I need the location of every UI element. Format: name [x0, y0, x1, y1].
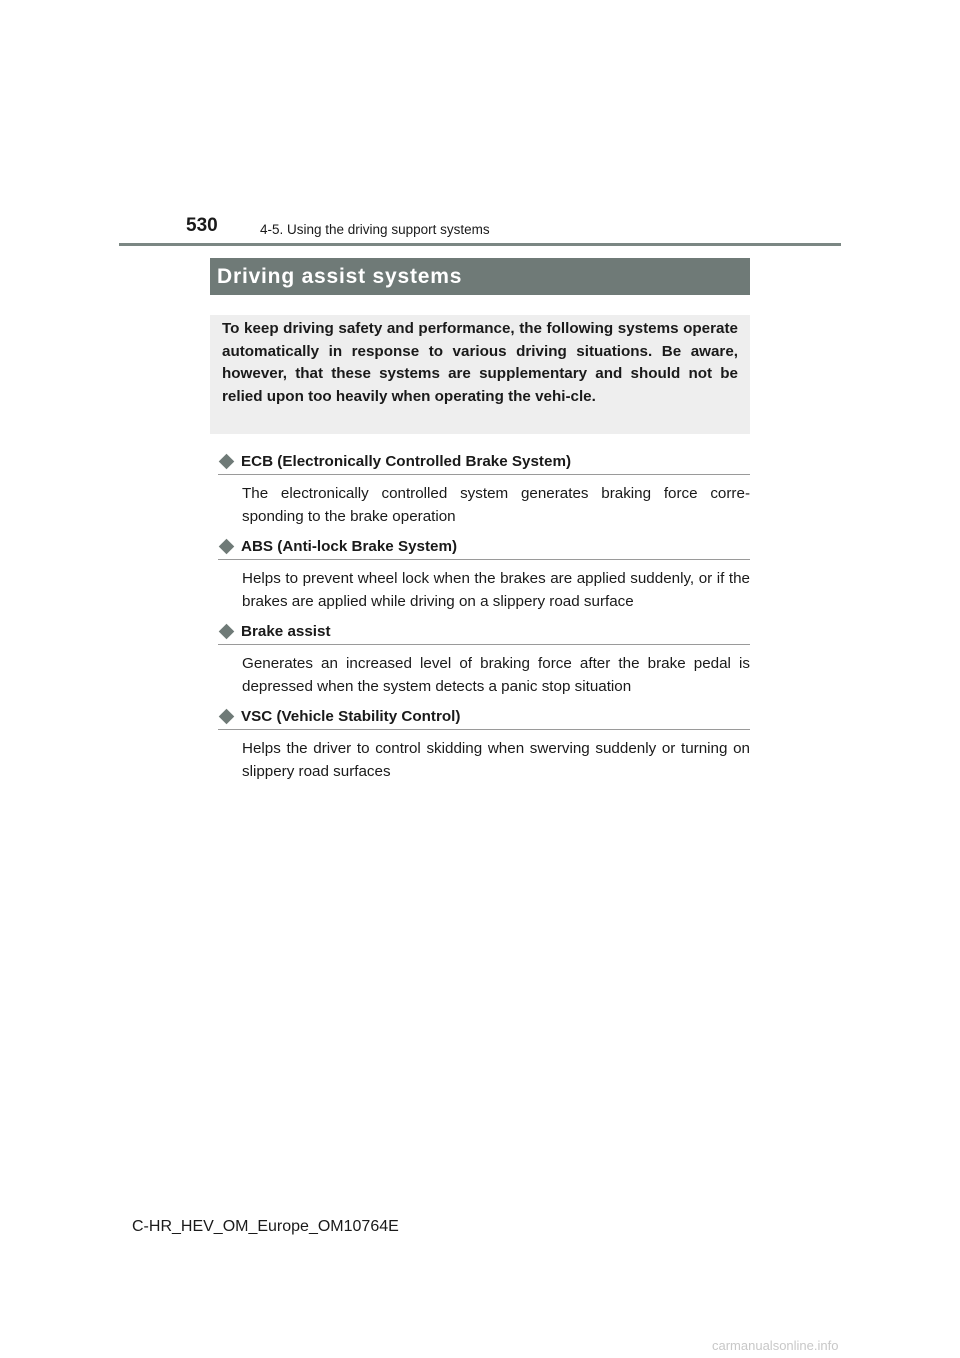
section-heading-label: ABS (Anti-lock Brake System): [241, 537, 458, 555]
section-heading: [218, 705, 750, 730]
intro-text: To keep driving safety and performance, the following systems operate automatically in response to various driving situations. Be aware, however, that these systems are supplementary and should not be relied upon too heavily when operating the vehi-cle.: [222, 320, 738, 405]
header-rule: [119, 243, 841, 246]
watermark: carmanualsonline.info: [712, 1338, 839, 1353]
page-title: Driving assist systems: [217, 264, 463, 288]
page-number: 530: [186, 215, 218, 236]
section-body: Generates an increased level of braking force after the brake pedal is depressed when the system detects a panic stop situation: [242, 655, 750, 695]
section-heading-label: Brake assist: [241, 622, 331, 640]
diamond-bullet-icon: [219, 453, 235, 469]
running-head: 4-5. Using the driving support systems: [260, 222, 490, 237]
footer-document-code: C-HR_HEV_OM_Europe_OM10764E: [132, 1218, 399, 1235]
title-bar: [210, 258, 750, 295]
section-abs: [218, 535, 750, 613]
section-vsc: [218, 705, 750, 783]
diamond-bullet-icon: [219, 538, 235, 554]
section-ecb: [218, 450, 750, 528]
section-heading: [218, 450, 750, 475]
intro-box: [210, 315, 750, 434]
section-heading-label: ECB (Electronically Controlled Brake System): [241, 452, 572, 470]
section-body: Helps the driver to control skidding when swerving suddenly or turning on slippery road surfaces: [242, 740, 750, 780]
section-heading: [218, 535, 750, 560]
diamond-bullet-icon: [219, 623, 235, 639]
diamond-bullet-icon: [219, 708, 235, 724]
section-body: Helps to prevent wheel lock when the brakes are applied suddenly, or if the brakes are applied while driving on a slippery road surface: [242, 570, 750, 610]
section-brake-assist: [218, 620, 750, 698]
section-heading: [218, 620, 750, 645]
section-heading-label: VSC (Vehicle Stability Control): [241, 707, 461, 725]
section-body: The electronically controlled system generates braking force corre-sponding to the brake operation: [242, 485, 750, 525]
